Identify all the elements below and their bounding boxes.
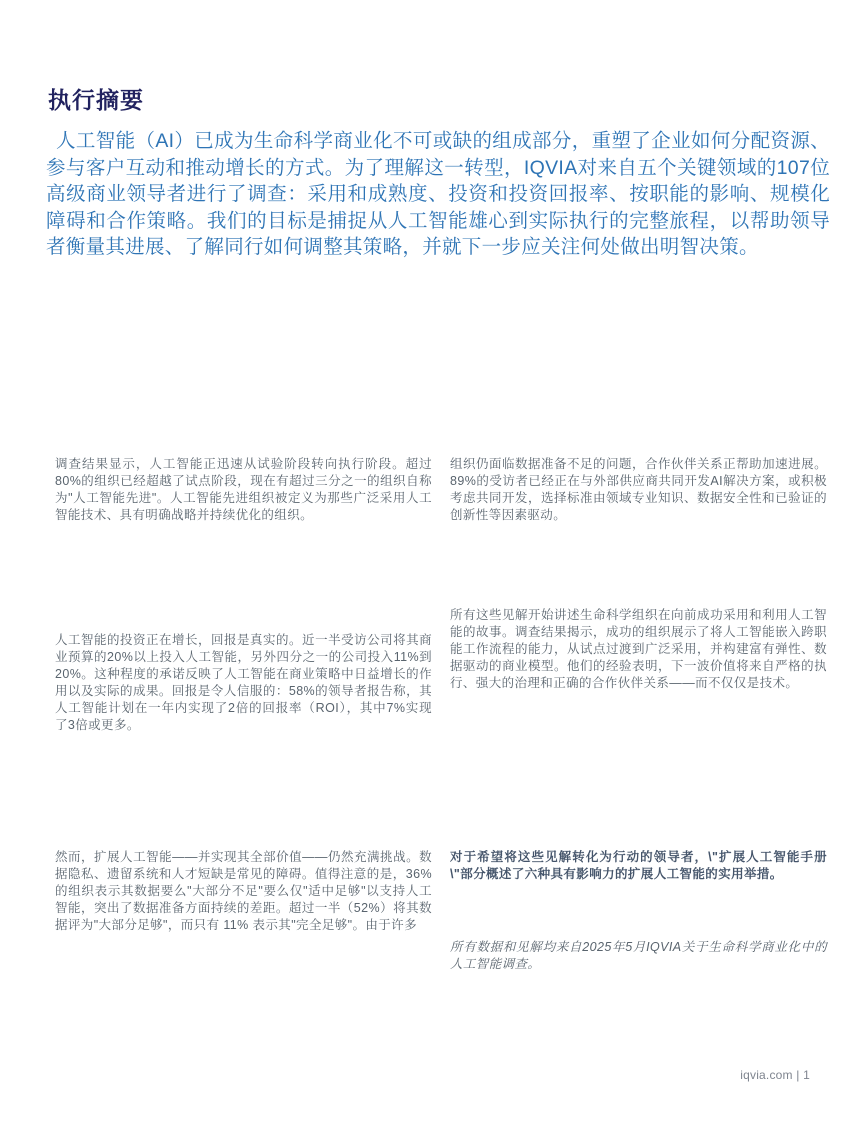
body-paragraph-right-1: 组织仍面临数据准备不足的问题，合作伙伴关系正帮助加速进展。89%的受访者已经正在与外部供应商共同开发AI解决方案，或积极考虑共同开发，选择标准由领域专业知识、数据安全性和已验证的创新性等因素驱动。 xyxy=(450,457,827,522)
body-paragraph-left-1: 调查结果显示，人工智能正迅速从试验阶段转向执行阶段。超过80%的组织已经超越了试点阶段，现在有超过三分之一的组织自称为"人工智能先进"。人工智能先进组织被定义为那些广泛采用人工智能技术、具有明确战略并持续优化的组织。 xyxy=(55,457,432,522)
body-paragraph-right-2: 所有这些见解开始讲述生命科学组织在向前成功采用和利用人工智能的故事。调查结果揭示，成功的组织展示了将人工智能嵌入跨职能工作流程的能力，从试点过渡到广泛采用，并构建富有弹性、数据驱动的商业模型。他们的经验表明，下一波价值将来自严格的执行、强大的治理和正确的合作伙伴关系——而不仅仅是技术。 xyxy=(450,608,827,690)
page-footer: iqvia.com | 1 xyxy=(740,1068,810,1082)
page-title: 执行摘要 xyxy=(48,87,144,113)
source-note: 所有数据和见解均来自2025年5月IQVIA关于生命科学商业化中的人工智能调查。 xyxy=(450,940,827,971)
callout-paragraph: 对于希望将这些见解转化为行动的领导者，\"扩展人工智能手册\"部分概述了六种具有影响力的扩展人工智能的实用举措。 xyxy=(450,850,827,881)
body-paragraph-left-2: 人工智能的投资正在增长，回报是真实的。近一半受访公司将其商业预算的20%以上投入人工智能，另外四分之一的公司投入11%到20%。这种程度的承诺反映了人工智能在商业策略中日益增长的作用以及实际的成果。回报是令人信服的：58%的领导者报告称，其人工智能计划在一年内实现了2倍的回报率（ROI），其中7%实现了3倍或更多。 xyxy=(55,633,432,732)
body-paragraph-left-3: 然而，扩展人工智能——并实现其全部价值——仍然充满挑战。数据隐私、遗留系统和人才短缺是常见的障碍。值得注意的是，36%的组织表示其数据要么"大部分不足"要么仅"适中足够"以支持人工智能，突出了数据准备方面持续的差距。超过一半（52%）将其数据评为"大部分足够"，而只有 11% 表示其"完全足够"。由于许多 xyxy=(55,850,432,932)
intro-paragraph: 人工智能（AI）已成为生命科学商业化不可或缺的组成部分，重塑了企业如何分配资源、参与客户互动和推动增长的方式。为了理解这一转型，IQVIA对来自五个关键领域的107位高级商业领导者进行了调查：采用和成熟度、投资和投资回报率、按职能的影响、规模化障碍和合作策略。我们的目标是捕捉从人工智能雄心到实际执行的完整旅程，以帮助领导者衡量其进展、了解同行如何调整其策略，并就下一步应关注何处做出明智决策。 xyxy=(46,130,830,258)
